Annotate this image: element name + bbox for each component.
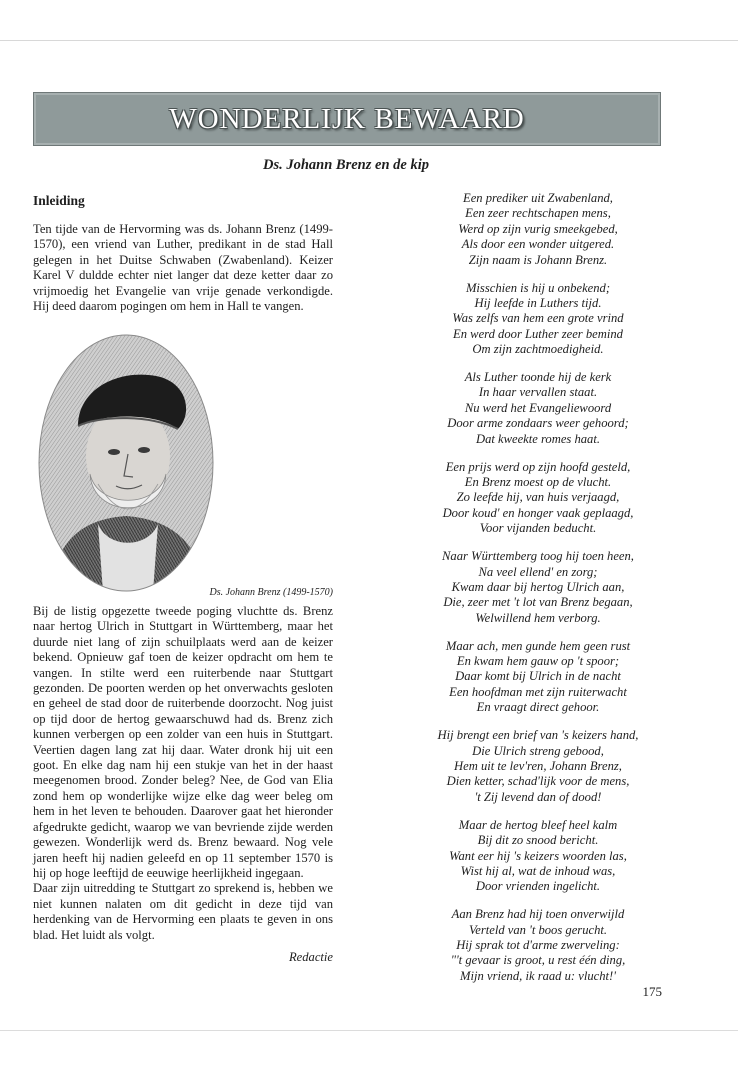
poem-stanza	[388, 907, 688, 984]
poem-line: Als door een wonder uitgered.	[461, 237, 615, 252]
poem-line: Om zijn zachtmoedigheid.	[472, 342, 604, 357]
poem-line: Een zeer rechtschapen mens,	[465, 206, 611, 221]
poem-line: En Brenz moest op de vlucht.	[464, 475, 612, 489]
poem-line: Na veel ellend' en zorg;	[478, 564, 598, 579]
article-subtitle: Ds. Johann Brenz en de kip	[263, 157, 429, 173]
portrait-caption: Ds. Johann Brenz (1499-1570)	[209, 587, 333, 598]
poem-line: "'t gevaar is groot, u rest één ding,	[450, 953, 626, 968]
poem-line: En werd door Luther zeer bemind	[453, 326, 623, 341]
top-rule	[0, 40, 738, 41]
poem-line: Hij leefde in Luthers tijd.	[474, 295, 602, 310]
poem-line: Want eer hij 's keizers woorden las,	[449, 848, 627, 863]
poem-line: Als Luther toonde hij de kerk	[464, 370, 612, 385]
poem-line: Mijn vriend, ik raad u: vlucht!'	[460, 968, 616, 983]
poem-line: Maar ach, men gunde hem geen rust	[445, 638, 631, 653]
poem-line: Naar Württemberg toog hij toen heen,	[442, 549, 634, 564]
poem-line: In haar vervallen staat.	[478, 385, 598, 400]
poem-line: Door arme zondaars weer gehoord;	[447, 416, 629, 431]
poem-line: Nu werd het Evangeliewoord	[464, 400, 612, 415]
bottom-rule	[0, 1030, 738, 1031]
poem-line: Zijn naam is Johann Brenz.	[468, 252, 608, 267]
page-number: 175	[642, 984, 662, 999]
poem	[388, 191, 688, 997]
section-heading: Inleiding	[33, 193, 85, 208]
title-banner	[33, 92, 661, 146]
poem-line: Een prijs werd op zijn hoofd gesteld,	[445, 459, 631, 474]
poem-line: Verteld van 't boos gerucht.	[468, 922, 608, 937]
signature: Redactie	[288, 950, 333, 964]
portrait-engraving	[38, 334, 214, 592]
poem-line: Maar de hertog bleef heel kalm	[458, 817, 618, 832]
page-title: WONDERLIJK BEWAARD	[169, 102, 525, 135]
poem-line: Een prediker uit Zwabenland,	[463, 191, 613, 205]
poem-stanza	[388, 818, 688, 895]
poem-line: Door vrienden ingelicht.	[475, 879, 601, 894]
poem-line: Zo leefde hij, van huis verjaagd,	[456, 490, 620, 505]
poem-line: Die, zeer met 't lot van Brenz begaan,	[443, 595, 633, 610]
poem-stanza	[388, 370, 688, 447]
poem-stanza	[388, 191, 688, 268]
poem-line: Wist hij al, wat de inhoud was,	[460, 863, 616, 878]
poem-line: Hij brengt een brief van 's keizers hand,	[437, 728, 639, 743]
poem-stanza	[388, 281, 688, 358]
poem-line: Een hoofdman met zijn ruiterwacht	[449, 684, 627, 699]
poem-stanza	[388, 549, 688, 626]
poem-line: Aan Brenz had hij toen onverwijld	[451, 907, 625, 922]
poem-line: Bij dit zo snood bericht.	[477, 833, 599, 848]
poem-line: En vraagt direct gehoor.	[476, 700, 600, 715]
poem-line: En kwam hem gauw op 't spoor;	[456, 654, 620, 669]
poem-line: Dien ketter, schad'lijk voor de mens,	[446, 774, 630, 789]
poem-stanza	[388, 728, 688, 805]
poem-line: Kwam daar bij hertog Ulrich aan,	[451, 579, 625, 594]
poem-stanza	[388, 639, 688, 716]
poem-line: Daar komt bij Ulrich in de nacht	[455, 669, 621, 684]
poem-line: Dat kweekte romes haat.	[475, 431, 601, 446]
poem-line: Die Ulrich streng gebood,	[472, 743, 604, 758]
poem-line: 't Zij levend dan of dood!	[474, 789, 602, 804]
body-paragraph: Bij de listig opgezette tweede poging vluchtte ds. Brenz naar hertog Ulrich in Stuttgart in Württemberg, maar het duurde niet lang of zijn schuilplaats werd aan de keizer bekend. Opnieuw gaf toen de keizer opdracht om hem te vangen. In stilte werd een ruiterbende naar Stuttgart gezonden. De poorten werden op het onverwachts gesloten en geheel de stad door de ruiterbende doorzocht. Nog juist op tijd door de hertog gewaarschuwd had ds. Brenz zich kunnen verbergen op een zolder van een huis in Stuttgart. Veertien dagen lang zat hij daar. Water dronk hij uit een goot. En elke dag nam hij een stukje van het in der haast meegenomen brood. Zonder beleg? Nee, de God van Elia zond hem op wonderlijke wijze elke dag weer beleg om hem in het leven te behouden. Daarover gaat het hieronder afgedrukte gedicht, waarop we van bevriende zijde werden gewezen. Wonderlijk werd ds. Brenz bewaard. Nog vele jaren heeft hij nadien geleefd en op 11 september 1570 is hij op hoge leeftijd de eeuwige heerlijkheid ingegaan. Daar zijn uitredding te Stuttgart zo sprekend is, hebben we niet kunnen nalaten om dit gedicht in deze tijd van herdenking van de Hervorming een plaats te geven in ons blad. Het luidt als volgt.	[33, 604, 333, 942]
poem-line: Door koud' en honger vaak geplaagd,	[442, 505, 634, 520]
poem-line: Was zelfs van hem een grote vrind	[452, 311, 624, 326]
intro-paragraph: Ten tijde van de Hervorming was ds. Johann Brenz (1499-1570), een vriend van Luther, predikant in de stad Hall gelegen in het Duitse Schwaben (Zwabenland). Keizer Karel V duldde echter niet langer dat deze ketter daar zo vrijmoedig het Evangelie van vrije genade verkondigde. Hij deed daarom pogingen om hem in Hall te vangen.	[33, 222, 333, 314]
poem-line: Hij sprak tot d'arme zwerveling:	[456, 938, 620, 953]
poem-line: Welwillend hem verborg.	[475, 610, 601, 625]
poem-stanza	[388, 460, 688, 537]
poem-line: Werd op zijn vurig smeekgebed,	[458, 221, 618, 236]
poem-line: Voor vijanden beducht.	[479, 521, 597, 536]
poem-line: Misschien is hij u onbekend;	[465, 280, 611, 295]
poem-line: Hem uit te lev'ren, Johann Brenz,	[454, 759, 622, 773]
